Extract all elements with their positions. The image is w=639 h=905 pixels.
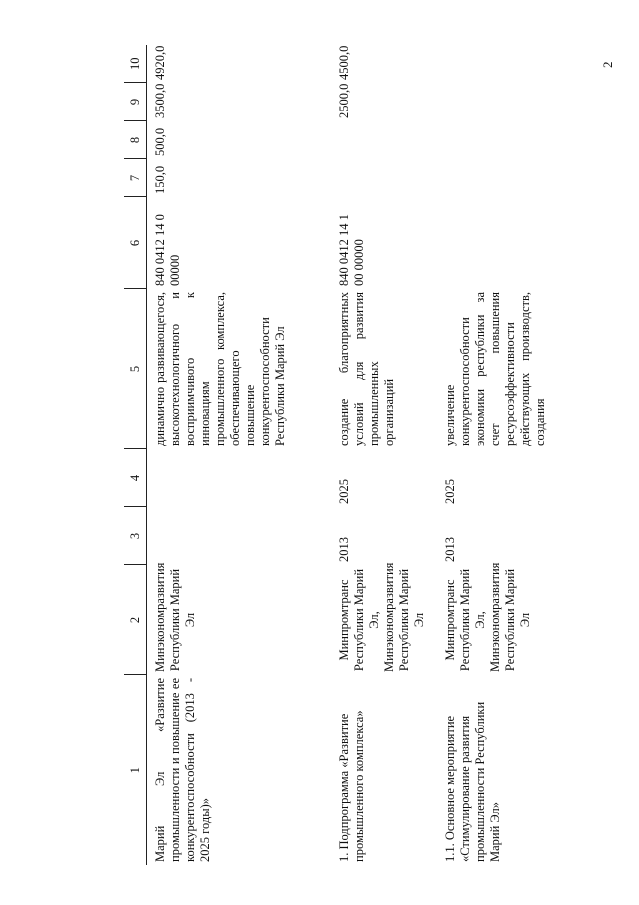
cell-value: [437, 83, 548, 121]
column-header: 3: [124, 507, 147, 565]
cell-value: [331, 121, 437, 159]
cell-result: увеличение конкурентоспособности экономики республики за счет повышения ресурсоэффективности действующих производств, создания: [443, 292, 547, 446]
column-header: 10: [124, 45, 147, 83]
header-row: [124, 45, 147, 865]
cell-value: 150,0: [153, 165, 167, 194]
cell-budget-code: [437, 197, 548, 289]
cell-value: [437, 159, 548, 197]
program-table: [124, 45, 548, 865]
column-header: 6: [124, 197, 147, 289]
cell-result: создание благоприятных условий для развития промышленных организаций: [337, 292, 396, 446]
column-header: 8: [124, 121, 147, 159]
cell-value: [437, 45, 548, 83]
column-header: 2: [124, 565, 147, 675]
table-row: [437, 45, 548, 865]
cell-start-year: [147, 507, 332, 565]
cell-executor: Минпромтранс Республики Марий Эл, Минэкономразвития Республики Марий Эл: [337, 562, 426, 672]
column-header: 9: [124, 83, 147, 121]
cell-end-year: [147, 449, 332, 507]
cell-value: 500,0: [153, 127, 167, 156]
cell-end-year: 2025: [443, 479, 457, 504]
cell-value: 4500,0: [337, 45, 351, 80]
column-header: 5: [124, 289, 147, 449]
rotated-table-container: [124, 45, 624, 865]
cell-value: 3500,0: [153, 83, 167, 118]
table-row: [331, 45, 437, 865]
cell-program-name: 1. Подпрограмма «Развитие промышленного комплекса»: [337, 710, 366, 862]
cell-program-name: 1.1. Основное мероприятие «Стимулирование развития промышленности Республики Марий Эл»: [443, 701, 502, 862]
cell-start-year: 2013: [337, 537, 351, 562]
table-row: [147, 45, 332, 865]
column-header: 7: [124, 159, 147, 197]
column-header: 4: [124, 449, 147, 507]
cell-executor: Минэкономразвития Республики Марий Эл: [153, 562, 197, 672]
cell-budget-code: 840 0412 14 1 00 00000: [337, 214, 366, 286]
cell-value: [331, 159, 437, 197]
column-header: 1: [124, 675, 147, 865]
cell-budget-code: 840 0412 14 0 00000: [153, 214, 182, 286]
page-number: 2: [600, 61, 615, 68]
cell-start-year: 2013: [443, 537, 457, 562]
cell-value: 4920,0: [153, 45, 167, 80]
cell-program-name: Марий Эл «Развитие промышленности и повышение ее конкурентоспособности (2013 - 2025 годы)»: [153, 678, 212, 862]
cell-value: 2500,0: [337, 83, 351, 118]
cell-executor: Минпромтранс Республики Марий Эл, Минэкономразвития Республики Марий Эл: [443, 562, 532, 672]
cell-value: [437, 121, 548, 159]
cell-end-year: 2025: [337, 479, 351, 504]
cell-result: динамично развивающегося, высокотехнологичного и восприимчивого к инновациям промышленного комплекса, обеспечивающего повышение конкурентоспособности Республики Марий Эл: [153, 292, 287, 446]
